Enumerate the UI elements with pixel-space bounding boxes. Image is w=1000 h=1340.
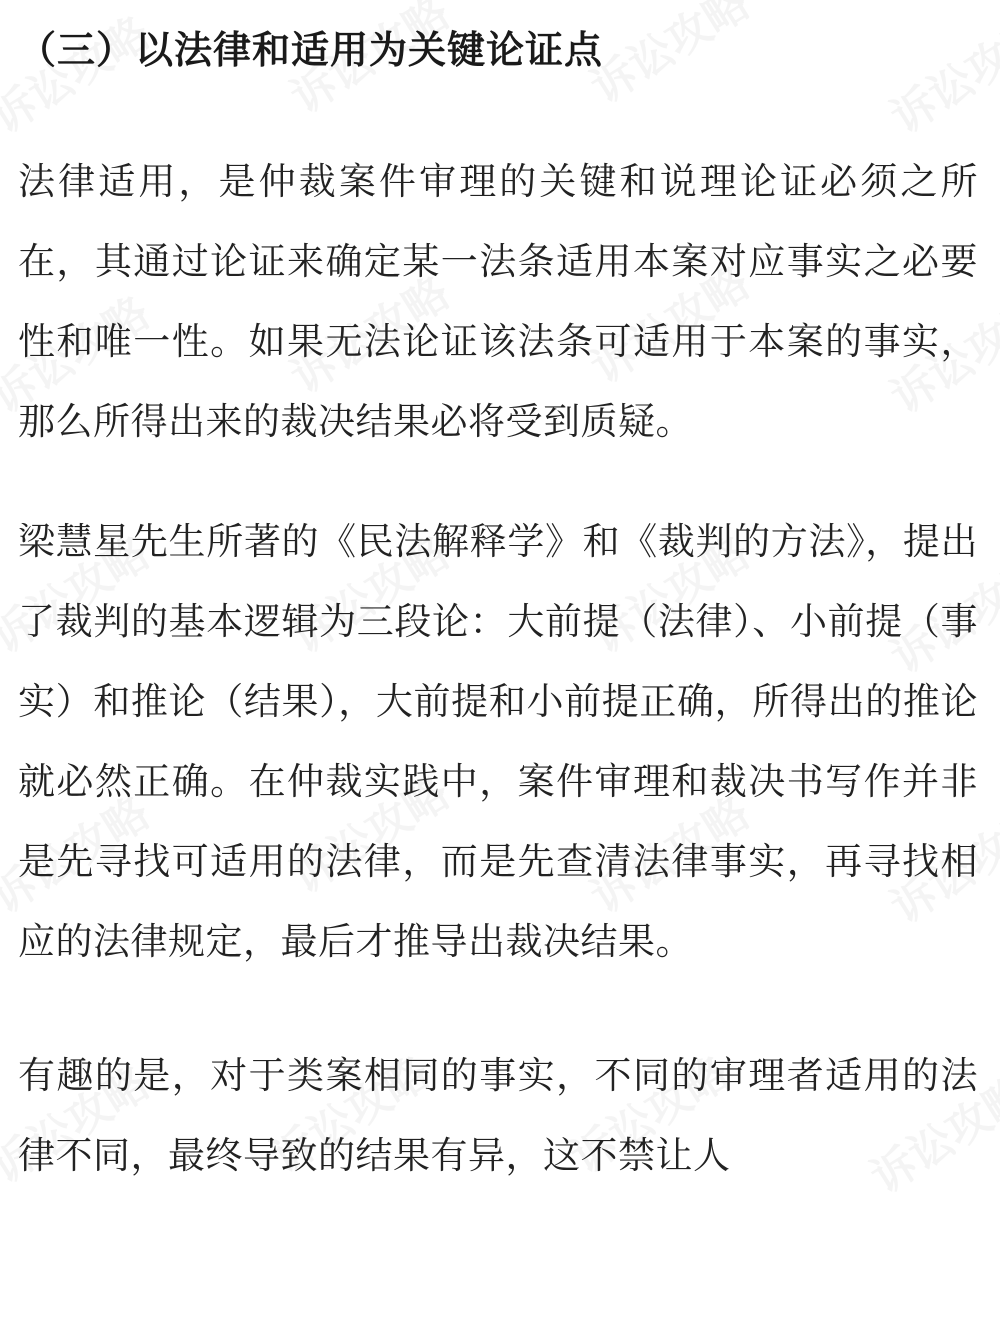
paragraph: 法律适用，是仲裁案件审理的关键和说理论证必须之所在，其通过论证来确定某一法条适用本案对应事实之必要性和唯一性。如果无法论证该法条可适用于本案的事实，那么所得出来的裁决结果必将受到质疑。 xyxy=(18,160,978,443)
paragraph: 梁慧星先生所著的《民法解释学》和《裁判的方法》，提出了裁判的基本逻辑为三段论：大前提（法律）、小前提（事实）和推论（结果），大前提和小前提正确，所得出的推论就必然正确。在仲裁实践中，案件审理和裁决书写作并非是先寻找可适用的法律，而是先查清法律事实，再寻找相应的法律规定，最后才推导出裁决结果。 xyxy=(18,520,978,963)
paragraph: 有趣的是，对于类案相同的事实，不同的审理者适用的法律不同，最终导致的结果有异，这不禁让人 xyxy=(18,1054,978,1177)
section-heading: （三）以法律和适用为关键论证点 xyxy=(18,28,604,72)
